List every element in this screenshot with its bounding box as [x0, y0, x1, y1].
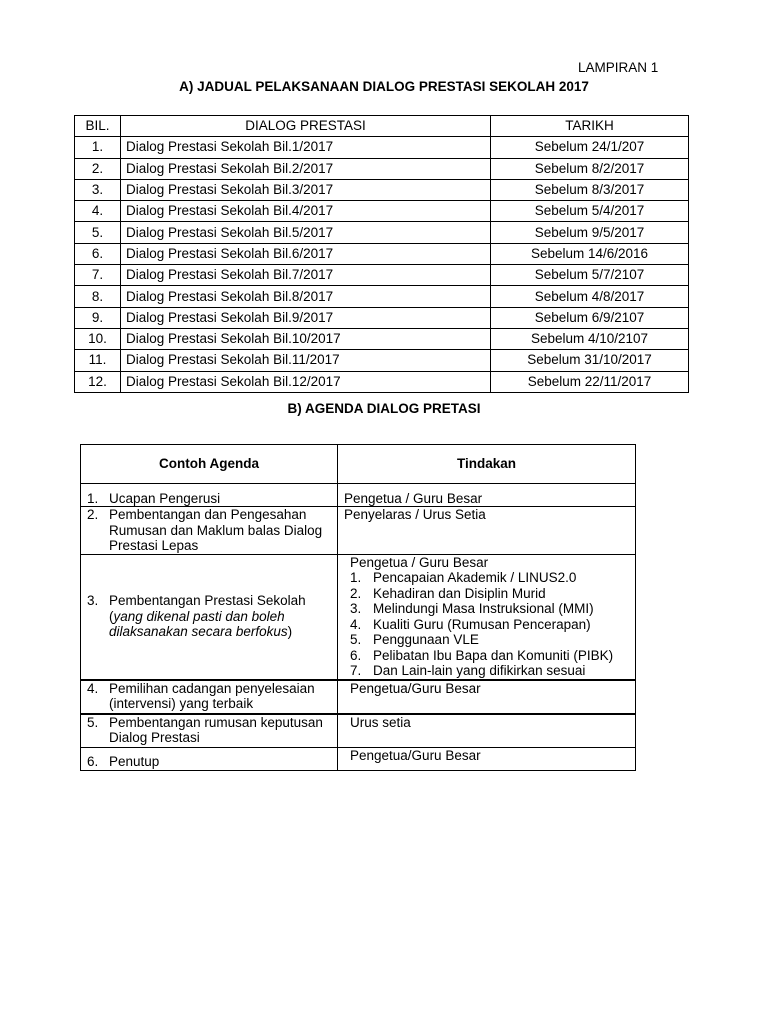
row-bil: 4.: [75, 201, 121, 222]
row-tarikh: Sebelum 5/7/2107: [491, 265, 689, 286]
row-tarikh: Sebelum 6/9/2107: [491, 307, 689, 328]
agenda-number: 4.: [87, 680, 99, 696]
row-bil: 1.: [75, 137, 121, 158]
tindakan-item-number: 7.: [350, 663, 362, 678]
agenda-row: [81, 507, 636, 555]
agenda-note-open: (: [109, 608, 114, 624]
schedule-row: [75, 243, 689, 264]
agenda-cell: [81, 747, 338, 770]
tindakan-item-number: 3.: [350, 601, 362, 616]
row-tarikh: Sebelum 4/8/2017: [491, 286, 689, 307]
row-tarikh: Sebelum 9/5/2017: [491, 222, 689, 243]
tindakan-item-number: 5.: [350, 632, 362, 647]
row-dialog: Dialog Prestasi Sekolah Bil.10/2017: [121, 328, 491, 349]
row-bil: 12.: [75, 371, 121, 392]
row-bil: 7.: [75, 265, 121, 286]
agenda-text: Pembentangan Prestasi Sekolah: [109, 593, 306, 609]
schedule-row: [75, 179, 689, 200]
tindakan-list-item: [350, 570, 635, 586]
row-dialog: Dialog Prestasi Sekolah Bil.3/2017: [121, 179, 491, 200]
tindakan-cell: [338, 507, 636, 555]
tindakan-item-number: 2.: [350, 585, 362, 601]
row-dialog: Dialog Prestasi Sekolah Bil.6/2017: [121, 243, 491, 264]
schedule-row: [75, 222, 689, 243]
tindakan-cell: [338, 484, 636, 507]
tindakan-item-number: 4.: [350, 616, 362, 632]
tindakan-cell: [338, 714, 636, 748]
header-dialog: DIALOG PRESTASI: [121, 116, 491, 137]
tindakan-text: Pengetua/Guru Besar: [350, 680, 481, 696]
agenda-row: [81, 554, 636, 680]
row-bil: 10.: [75, 328, 121, 349]
header-bil: BIL.: [75, 116, 121, 137]
header-tindakan: Tindakan: [338, 445, 636, 484]
agenda-row: [81, 714, 636, 748]
tindakan-list-item: [350, 586, 635, 602]
row-tarikh: Sebelum 8/3/2017: [491, 179, 689, 200]
tindakan-item-text: Dan Lain-lain yang difikirkan sesuai: [373, 663, 586, 678]
row-dialog: Dialog Prestasi Sekolah Bil.11/2017: [121, 350, 491, 371]
row-tarikh: Sebelum 24/1/207: [491, 137, 689, 158]
schedule-row: [75, 371, 689, 392]
agenda-number: 1.: [87, 490, 99, 506]
schedule-row: [75, 265, 689, 286]
row-dialog: Dialog Prestasi Sekolah Bil.9/2017: [121, 307, 491, 328]
tindakan-item-text: Pencapaian Akademik / LINUS2.0: [373, 570, 577, 585]
tindakan-list-item: [350, 663, 635, 679]
agenda-text: Ucapan Pengerusi: [109, 490, 221, 506]
row-bil: 8.: [75, 286, 121, 307]
tindakan-text: Pengetua / Guru Besar: [344, 490, 483, 506]
agenda-cell: [81, 680, 338, 714]
tindakan-item-text: Pelibatan Ibu Bapa dan Komuniti (PIBK): [373, 647, 614, 663]
schedule-row: [75, 350, 689, 371]
agenda-text: Penutup: [109, 754, 160, 769]
agenda-number: 2.: [87, 507, 99, 522]
tindakan-list-item: [350, 601, 635, 617]
tindakan-item-number: 6.: [350, 647, 362, 663]
schedule-header-row: [75, 116, 689, 137]
row-dialog: Dialog Prestasi Sekolah Bil.5/2017: [121, 222, 491, 243]
agenda-row: [81, 747, 636, 770]
agenda-table: [80, 444, 636, 771]
agenda-header-row: [81, 445, 636, 484]
agenda-cell: [81, 484, 338, 507]
header-agenda: Contoh Agenda: [81, 445, 338, 484]
row-bil: 3.: [75, 179, 121, 200]
tindakan-cell: [338, 680, 636, 714]
row-dialog: Dialog Prestasi Sekolah Bil.4/2017: [121, 201, 491, 222]
row-tarikh: Sebelum 31/10/2017: [491, 350, 689, 371]
row-bil: 2.: [75, 158, 121, 179]
agenda-number: 3.: [87, 593, 99, 609]
section-b-title: B) AGENDA DIALOG PRETASI: [287, 401, 481, 416]
row-dialog: Dialog Prestasi Sekolah Bil.12/2017: [121, 371, 491, 392]
row-dialog: Dialog Prestasi Sekolah Bil.7/2017: [121, 265, 491, 286]
agenda-row: [81, 680, 636, 714]
row-bil: 11.: [75, 350, 121, 371]
schedule-row: [75, 201, 689, 222]
row-dialog: Dialog Prestasi Sekolah Bil.8/2017: [121, 286, 491, 307]
agenda-cell: [81, 554, 338, 680]
tindakan-list-item: [350, 617, 635, 633]
schedule-row: [75, 328, 689, 349]
row-tarikh: Sebelum 14/6/2016: [491, 243, 689, 264]
agenda-number: 5.: [87, 714, 99, 730]
row-dialog: Dialog Prestasi Sekolah Bil.1/2017: [121, 137, 491, 158]
row-bil: 9.: [75, 307, 121, 328]
tindakan-item-text: Melindungi Masa Instruksional (MMI): [373, 601, 594, 616]
agenda-number: 6.: [87, 754, 99, 769]
row-tarikh: Sebelum 4/10/2107: [491, 328, 689, 349]
row-bil: 6.: [75, 243, 121, 264]
agenda-note-close: ): [287, 624, 293, 640]
schedule-row: [75, 158, 689, 179]
tindakan-list-item: [350, 632, 635, 648]
tindakan-item-text: Penggunaan VLE: [373, 632, 479, 647]
schedule-table: [74, 115, 689, 393]
row-tarikh: Sebelum 5/4/2017: [491, 201, 689, 222]
schedule-row: [75, 307, 689, 328]
row-dialog: Dialog Prestasi Sekolah Bil.2/2017: [121, 158, 491, 179]
tindakan-item-number: 1.: [350, 570, 362, 585]
section-a-title: A) JADUAL PELAKSANAAN DIALOG PRESTASI SEKOLAH 2017: [179, 79, 589, 94]
agenda-note: yang dikenal pasti dan boleh dilaksanakan secara berfokus: [109, 608, 288, 640]
header-tarikh: TARIKH: [491, 116, 689, 137]
agenda-cell: [81, 714, 338, 748]
tindakan-list-item: [350, 648, 635, 664]
tindakan-text: Pengetua/Guru Besar: [350, 747, 481, 763]
row-tarikh: Sebelum 8/2/2017: [491, 158, 689, 179]
tindakan-cell: [338, 554, 636, 680]
tindakan-text: Urus setia: [350, 714, 411, 730]
agenda-text: Pembentangan rumusan keputusan Dialog Prestasi: [109, 714, 323, 745]
agenda-row: [81, 484, 636, 507]
agenda-cell: [81, 507, 338, 555]
schedule-row: [75, 137, 689, 158]
row-bil: 5.: [75, 222, 121, 243]
tindakan-list: [338, 570, 635, 679]
schedule-row: [75, 286, 689, 307]
row-tarikh: Sebelum 22/11/2017: [491, 371, 689, 392]
appendix-label: LAMPIRAN 1: [578, 60, 659, 75]
agenda-text: Pemilihan cadangan penyelesaian (intervensi) yang terbaik: [109, 680, 315, 711]
tindakan-item-text: Kehadiran dan Disiplin Murid: [373, 585, 546, 601]
agenda-text: Pembentangan dan Pengesahan Rumusan dan Maklum balas Dialog Prestasi Lepas: [109, 507, 323, 553]
tindakan-item-text: Kualiti Guru (Rumusan Pencerapan): [373, 616, 591, 632]
schedule-body: [75, 137, 689, 393]
tindakan-text: Pengetua / Guru Besar: [350, 554, 489, 570]
tindakan-text: Penyelaras / Urus Setia: [344, 507, 486, 522]
tindakan-cell: [338, 747, 636, 770]
